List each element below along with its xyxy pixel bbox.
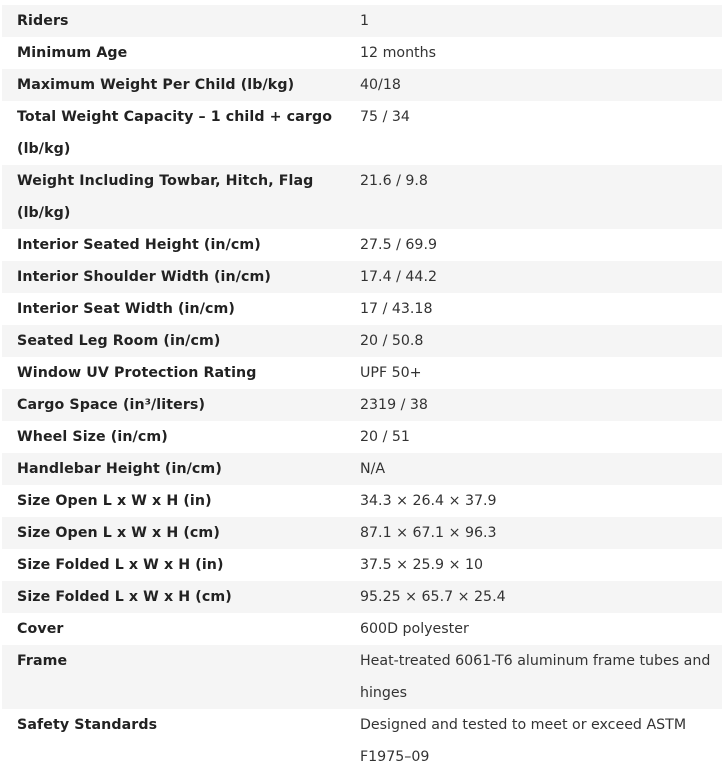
spec-row <box>2 325 722 357</box>
specifications-table <box>2 5 722 773</box>
spec-value: 600D polyester <box>360 613 722 645</box>
spec-value: 27.5 / 69.9 <box>360 229 722 261</box>
spec-value: 75 / 34 <box>360 101 722 165</box>
spec-label: Interior Seated Height (in/cm) <box>2 229 360 261</box>
spec-label: Interior Shoulder Width (in/cm) <box>2 261 360 293</box>
spec-label: Total Weight Capacity – 1 child + cargo (lb/kg) <box>2 101 360 165</box>
spec-label: Interior Seat Width (in/cm) <box>2 293 360 325</box>
spec-row <box>2 485 722 517</box>
spec-label: Size Folded L x W x H (cm) <box>2 581 360 613</box>
spec-value: 37.5 × 25.9 × 10 <box>360 549 722 581</box>
spec-value: Heat-treated 6061-T6 aluminum frame tubes and hinges <box>360 645 722 709</box>
spec-row <box>2 293 722 325</box>
spec-value: 17.4 / 44.2 <box>360 261 722 293</box>
spec-row <box>2 5 722 37</box>
spec-value: 1 <box>360 5 722 37</box>
spec-value: 20 / 51 <box>360 421 722 453</box>
spec-label: Wheel Size (in/cm) <box>2 421 360 453</box>
spec-value: 20 / 50.8 <box>360 325 722 357</box>
spec-label: Minimum Age <box>2 37 360 69</box>
spec-row <box>2 261 722 293</box>
spec-row <box>2 549 722 581</box>
spec-label: Handlebar Height (in/cm) <box>2 453 360 485</box>
spec-label: Maximum Weight Per Child (lb/kg) <box>2 69 360 101</box>
spec-value: 21.6 / 9.8 <box>360 165 722 229</box>
spec-value: UPF 50+ <box>360 357 722 389</box>
spec-label: Size Open L x W x H (cm) <box>2 517 360 549</box>
spec-row <box>2 357 722 389</box>
specifications-table-body <box>2 5 722 773</box>
spec-row <box>2 645 722 709</box>
spec-label: Cover <box>2 613 360 645</box>
spec-row <box>2 453 722 485</box>
spec-label: Cargo Space (in³/liters) <box>2 389 360 421</box>
spec-row <box>2 613 722 645</box>
spec-label: Safety Standards <box>2 709 360 773</box>
spec-value: 17 / 43.18 <box>360 293 722 325</box>
spec-row <box>2 229 722 261</box>
spec-label: Seated Leg Room (in/cm) <box>2 325 360 357</box>
spec-row <box>2 421 722 453</box>
spec-value: N/A <box>360 453 722 485</box>
spec-label: Window UV Protection Rating <box>2 357 360 389</box>
spec-row <box>2 389 722 421</box>
spec-row <box>2 69 722 101</box>
spec-value: 40/18 <box>360 69 722 101</box>
spec-label: Riders <box>2 5 360 37</box>
spec-label: Size Open L x W x H (in) <box>2 485 360 517</box>
spec-row <box>2 709 722 773</box>
spec-row <box>2 165 722 229</box>
spec-label: Size Folded L x W x H (in) <box>2 549 360 581</box>
spec-row <box>2 37 722 69</box>
spec-value: Designed and tested to meet or exceed ASTM F1975–09 <box>360 709 722 773</box>
spec-value: 34.3 × 26.4 × 37.9 <box>360 485 722 517</box>
spec-label: Weight Including Towbar, Hitch, Flag (lb/kg) <box>2 165 360 229</box>
spec-label: Frame <box>2 645 360 709</box>
spec-value: 95.25 × 65.7 × 25.4 <box>360 581 722 613</box>
spec-value: 87.1 × 67.1 × 96.3 <box>360 517 722 549</box>
spec-row <box>2 581 722 613</box>
spec-row <box>2 517 722 549</box>
spec-value: 2319 / 38 <box>360 389 722 421</box>
spec-value: 12 months <box>360 37 722 69</box>
spec-row <box>2 101 722 165</box>
